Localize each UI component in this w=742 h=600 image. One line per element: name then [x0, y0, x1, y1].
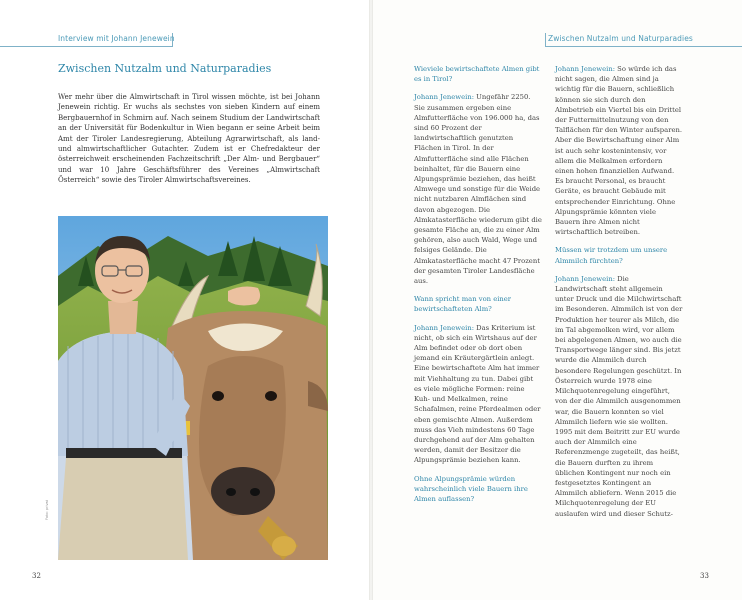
text-column-1 [414, 64, 542, 512]
speaker-label: Johann Jenewein: [414, 323, 474, 332]
answer-4 [555, 274, 683, 519]
header-rule-left [0, 46, 172, 47]
portrait-photo [58, 216, 328, 560]
answer-2 [414, 323, 542, 466]
header-rule-right [545, 46, 742, 47]
answer-text: So würde ich das nicht sagen, die Almen sind ja wichtig für die Bauern, schließlich können sie sich durch den Almbetrieb ein Viertel bis ein Drittel der Futtermittelnutzung von den Talflächen für den Winter aufsparen. Aber die Bewirtschaftung einer Alm ist auch sehr kostenintensiv, vor allem die Melkalmen erfordern einen hohen finanziellen Aufwand. Es braucht Personal, es braucht Geräte, es braucht Gebäude mit entsprechender Einrichtung. Ohne Alpungsprämie könnten viele Bauern ihre Almen nicht wirtschaftlich betreiben. [555, 65, 683, 237]
header-tick-right [545, 33, 546, 47]
chapter-title: Zwischen Nutzalm und Naturparadies [58, 62, 272, 75]
answer-3 [555, 64, 683, 237]
photo-man-with-cow [58, 216, 328, 560]
question-2: Wann spricht man von einer bewirtschafteten Alm? [414, 295, 512, 314]
running-head-right: Zwischen Nutzalm und Naturparadies [548, 34, 693, 43]
text-column-2 [555, 64, 683, 527]
speaker-label: Johann Jenewein: [414, 93, 474, 102]
book-gutter [369, 0, 373, 600]
page-number-right: 33 [700, 572, 709, 580]
answer-text: Das Kriterium ist nicht, ob sich ein Wirtshaus auf der Alm befindet oder ob dort oben jemand ein Kräutergärtlein anlegt. Eine bewirtschaftete Alm hat immer mit Viehhaltung zu tun. Dabei gibt es viele mögliche Formen: reine Kuh- und Melkalmen, reine Schafalmen, reine Pferdealmen oder eben gemischte Almen. Außerdem muss das Vieh mindestens 60 Tage durchgehend auf der Alm gehalten werden, damit der Besitzer die Alpungsprämie beziehen kann. [414, 323, 541, 465]
speaker-label: Johann Jenewein: [555, 274, 615, 283]
photo-credit: Foto: privat [45, 499, 49, 520]
answer-text: Ungefähr 2250. Sie zusammen ergeben eine Almfutterfläche von 196.000 ha, das sind 60 Prozent der landwirtschaftlich genutzten Flächen in Tirol. In der Almfutterfläche sind alle Flächen beinhaltet, für die Bauern eine Alpungsprämie beziehen, das heißt Almwege und sonstige für die Weide nicht nutzbaren Almflächen sind davon abgezogen. Die Almkatasterfläche wiederum gibt die gesamte Fläche an, die zu einer Alm gehören, also auch Wald, Wege und felsiges Gelände. Die Almkatasterfläche macht 47 Prozent der gesamten Tiroler Landesfläche aus. [414, 93, 542, 286]
page-number-left: 32 [32, 572, 41, 580]
answer-text: Die Landwirtschaft steht allgemein unter Druck und die Milchwirtschaft im Besonderen. Almmilch ist von der Produktion her teurer als Milch, die im Tal abgemolken wird, vor allem bei abgelegenen Almen, wo auch die Transportwege länger sind. Bis jetzt wurde die Almmilch durch besondere Regelungen geschützt. In Österreich wurde 1978 eine Milchquotenregelung eingeführt, von der die Almmilch ausgenommen war, die Bauern konnten so viel Almmilch liefern wie sie wollten. 1995 mit dem Beitritt zur EU wurde auch der Almmilch eine Referenzmenge zugeteilt, das heißt, die Bauern durften zu ihrem üblichen Kontingent nur noch ein festgesetztes Kontingent an Almmilch abliefern. Wenn 2015 die Milchquotenregelung der EU auslaufen wird und dieser Schutz- [555, 274, 683, 518]
question-4: Müssen wir trotzdem um unsere Almmilch fürchten? [555, 246, 668, 265]
question-1: Wieviele bewirtschaftete Almen gibt es in Tirol? [414, 65, 540, 84]
intro-paragraph: Wer mehr über die Almwirtschaft in Tirol wissen möchte, ist bei Johann Jenewein richtig. Er wuchs als sechstes von sieben Kindern auf einem Bergbauernhof in Schmirn auf. Nach seinem Studium der Landwirtschaft an der Universität für Bodenkultur in Wien begann er seine Arbeit beim Amt der Tiroler Landesregierung, Abteilung Agrarwirtschaft, als land- und almwirtschaftlicher Gutachter. Zudem ist er Chefredakteur der österreichweit erscheinenden Fachzeitschrift „Der Alm- und Bergbauer“ und war 10 Jahre Geschäftsführer des Vereines „Almwirtschaft Österreich“ sowie des Tiroler Almwirtschaftsvereines. [58, 93, 320, 185]
running-head-left: Interview mit Johann Jenewein [58, 34, 175, 43]
question-3: Ohne Alpungsprämie würden wahrscheinlich viele Bauern ihre Almen auflassen? [414, 474, 528, 503]
answer-1 [414, 92, 542, 286]
speaker-label: Johann Jenewein: [555, 65, 615, 73]
